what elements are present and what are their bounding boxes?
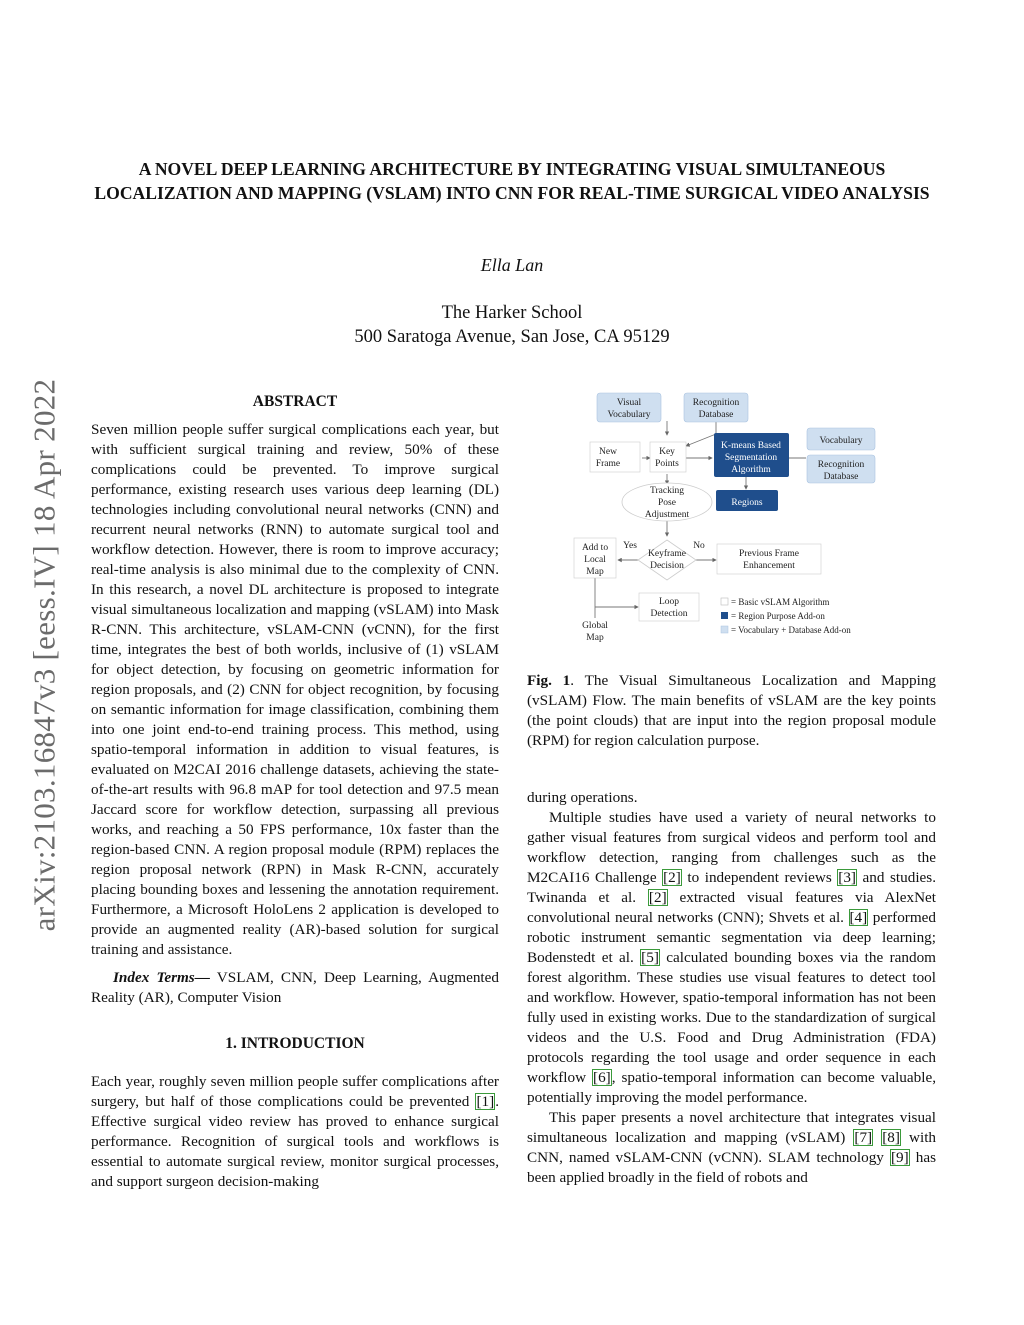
recognition-database-node — [684, 393, 748, 422]
add-local-map-node — [574, 538, 616, 578]
svg-text:Pose: Pose — [658, 498, 676, 508]
no-label: No — [693, 541, 705, 551]
new-frame-node — [590, 442, 640, 472]
svg-text:= Vocabulary + Database Add-on: = Vocabulary + Database Add-on — [731, 625, 851, 635]
right-column — [527, 788, 936, 1188]
svg-text:K-means Based: K-means Based — [721, 441, 781, 451]
tracking-pose-node — [622, 483, 712, 521]
index-terms-label: Index Terms— — [113, 969, 210, 986]
svg-text:Regions: Regions — [731, 498, 763, 508]
svg-text:Global: Global — [582, 621, 608, 631]
figure-caption-text: . The Visual Simultaneous Localization and Mapping (vSLAM) Flow. The main benefits of vSLAM are the key points (the point clouds) that are input into the region proposal module (RPM) for region calculation purpose. — [527, 672, 937, 749]
visual-vocabulary-node — [597, 393, 661, 422]
citation-link[interactable]: [8] — [882, 1129, 900, 1146]
regions-node — [716, 490, 778, 511]
citation-link[interactable]: [4] — [849, 909, 868, 926]
svg-text:Vocabulary: Vocabulary — [819, 436, 863, 446]
affiliation-line-1: The Harker School — [441, 303, 583, 323]
svg-text:Detection: Detection — [650, 609, 688, 619]
vocabulary-node — [807, 428, 875, 450]
svg-text:Add to: Add to — [581, 543, 609, 553]
svg-text:Adjustment: Adjustment — [644, 510, 690, 520]
svg-text:Vocabulary: Vocabulary — [607, 410, 651, 420]
svg-text:= Basic vSLAM Algorithm: = Basic vSLAM Algorithm — [731, 597, 830, 607]
abstract-heading: ABSTRACT — [252, 393, 338, 410]
svg-text:Recognition: Recognition — [692, 398, 740, 408]
svg-text:Enhancement: Enhancement — [743, 561, 795, 571]
svg-text:Key: Key — [659, 447, 675, 457]
svg-text:Keyframe: Keyframe — [648, 549, 686, 559]
intro-paragraph-3: This paper presents a novel architecture that integrates visual simultaneous localization and mapping (vSLAM) [7] [8] with CNN, named vSLAM-CNN (vCNN). SLAM technology [9] has been applied broadly in the field of robots and — [527, 1109, 937, 1186]
svg-text:Loop: Loop — [658, 597, 680, 607]
intro-paragraph-2: Multiple studies have used a variety of neural networks to gather visual features from surgical videos and perform tool and workflow detection, ranging from challenges such as the M2CAI16 Challenge [2] to independent reviews [3] and studies. Twinanda et al. [2] extracted visual features via AlexNet convolutional neural networks (CNN); Shvets et al. [4] performed robotic instrument semantic segmentation via deep learning; Bodenstedt et al. [5] calculated bounding boxes via the random forest algorithm. These studies use visual features to detect tool and workflow. However, spatio-temporal information has not been fully used in existing works. Due to the standardization of surgical videos and the U.S. Food and Drug Administration (FDA) protocols regarding the tool usage and order sequence in each workflow [6], spatio-temporal information can become valuable, potentially improving the model performance. — [527, 809, 937, 1106]
svg-text:Map: Map — [586, 567, 604, 577]
figure-caption — [527, 671, 936, 751]
svg-text:Local: Local — [584, 555, 606, 565]
citation-link[interactable]: [3] — [838, 869, 856, 886]
global-map-node — [582, 621, 608, 643]
citation-link[interactable]: [2] — [663, 869, 681, 886]
kmeans-segmentation-node — [714, 433, 789, 477]
svg-text:Frame: Frame — [595, 459, 621, 469]
vslam-flow-diagram — [560, 388, 890, 650]
previous-frame-node — [717, 544, 821, 574]
svg-text:Database: Database — [698, 410, 734, 420]
citation-link[interactable]: [6] — [593, 1069, 611, 1086]
abstract-text: Seven million people suffer surgical complications each year, but with sufficient surgical training and review, 50% of these complications could be prevented. To improve surgical performance, existing research uses various deep learning (DL) technologies including convolutional neural networks (CNN) and recurrent neural networks (RNN) to automate surgical tool and workflow detection. However, there is room to improve accuracy; real-time analysis is also minimal due to the complexity of CNN. In this research, a novel DL architecture is proposed to integrate visual simultaneous localization and mapping (vSLAM) into Mask R-CNN. This architecture, vSLAM-CNN (vCNN), for the first time, integrates the best of both worlds, inclusive of (1) vSLAM for object detection, by focusing on geometric information for region proposals, and (2) CNN for object recognition, by focusing on semantic information for image classification, combining them into one joint end-to-end training process. This method, using spatio-temporal information in addition to visual features, is evaluated on M2CAI 2016 challenge datasets, achieving the state-of-the-art results with 96.8 mAP for tool detection and 97.5 mean Jaccard score for workflow detection, surpassing all previous works, and reaching a 50 FPS performance, 10x faster than the region-based CNN. A region proposal module (RPM) replaces the region proposal network (RPN) in Mask R-CNN, accurately placing bounding boxes and lessening the annotation requirement. Furthermore, a Microsoft HoloLens 2 application is developed to provide an augmented reality (AR)-based solution for surgical training and assistance. — [91, 421, 499, 958]
svg-text:Visual: Visual — [616, 398, 642, 408]
svg-text:Decision: Decision — [650, 561, 684, 571]
citation-link[interactable]: [7] — [854, 1129, 873, 1146]
keyframe-decision-node — [638, 540, 696, 580]
svg-text:Points: Points — [655, 459, 679, 469]
svg-text:Tracking: Tracking — [650, 486, 684, 496]
affiliation-line-2: 500 Saratoga Avenue, San Jose, CA 95129 — [354, 327, 670, 347]
svg-text:Segmentation: Segmentation — [724, 453, 778, 463]
intro-heading: 1. INTRODUCTION — [225, 1035, 365, 1052]
figure-label: Fig. 1 — [527, 672, 571, 689]
author-name: Ella Lan — [480, 255, 544, 275]
arxiv-identifier: arXiv:2103.16847v3 [eess.IV] 18 Apr 2022 — [26, 378, 62, 932]
loop-detection-node — [639, 593, 699, 621]
index-terms-text: VSLAM, CNN, Deep Learning, Augmented Reality (AR), Computer Vision — [91, 969, 499, 1006]
svg-text:Previous Frame: Previous Frame — [739, 549, 799, 559]
left-column — [91, 392, 499, 1192]
svg-text:New: New — [599, 447, 617, 457]
yes-label: Yes — [623, 541, 637, 551]
index-terms — [91, 968, 499, 1008]
citation-link[interactable]: [1] — [476, 1093, 495, 1110]
intro-paragraph-1: Each year, roughly seven million people suffer complications after surgery, but half of those complications could be prevented [1]. Effective surgical video review has proved to enhance surgical performance. Recognition of surgical tools and workflows is essential to automate surgical review, monitor surgical processes, and support surgeon decision-making — [91, 1073, 499, 1190]
svg-text:Database: Database — [823, 472, 859, 482]
recognition-database-node-2 — [807, 455, 875, 483]
svg-text:Algorithm: Algorithm — [731, 465, 771, 475]
key-points-node — [650, 442, 686, 472]
svg-text:= Region Purpose Add-on: = Region Purpose Add-on — [731, 611, 825, 621]
affiliation — [0, 301, 1024, 349]
citation-link[interactable]: [5] — [641, 949, 659, 966]
diagram-legend — [721, 597, 851, 635]
svg-text:Recognition: Recognition — [817, 460, 865, 470]
citation-link[interactable]: [2] — [648, 889, 667, 906]
svg-text:Map: Map — [586, 633, 604, 643]
paper-title: A NOVEL DEEP LEARNING ARCHITECTURE BY INTEGRATING VISUAL SIMULTANEOUS LOCALIZATION AND MAPPING (VSLAM) INTO CNN FOR REAL-TIME SURGICAL VIDEO ANALYSIS — [94, 159, 930, 203]
citation-link[interactable]: [9] — [890, 1149, 909, 1166]
intro-paragraph-1-continued: during operations. — [527, 789, 638, 806]
